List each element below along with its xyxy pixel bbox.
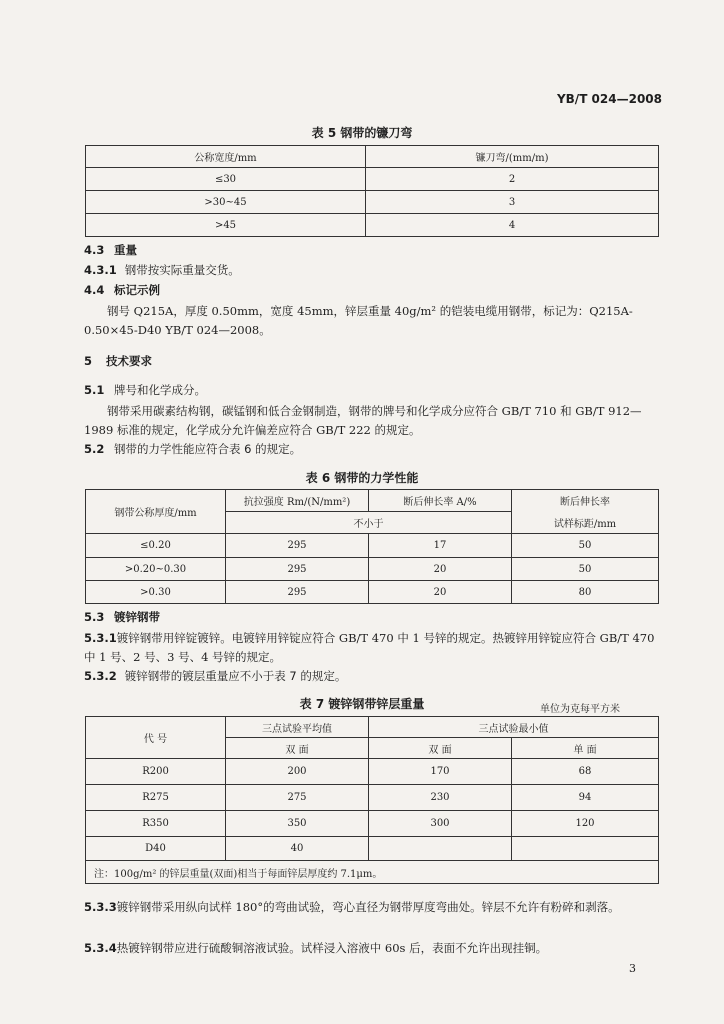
table7-header-code: 代 号	[86, 717, 226, 759]
table-cell	[512, 837, 659, 861]
table-row	[86, 837, 659, 861]
table-row	[86, 785, 659, 811]
table-cell: 94	[512, 785, 659, 811]
section-number: 4.4	[84, 283, 105, 297]
clause-5-3-4	[84, 939, 658, 958]
table6-caption: 表 6 钢带的力学性能	[305, 471, 419, 485]
table-cell	[369, 837, 512, 861]
clause-text: 镀锌钢带用锌锭镀锌。电镀锌用锌锭应符合 GB/T 470 中 1 号锌的规定。热镀锌用锌锭应符合 GB/T 470 中 1 号、2 号、3 号、4 号锌的规定。	[84, 631, 655, 664]
table6-header-row	[86, 490, 659, 512]
clause-text: 镀锌钢带的镀层重量应不小于表 7 的规定。	[124, 669, 347, 683]
table6-header-elongation: 断后伸长率 A/%	[369, 490, 512, 512]
table6-header-tensile: 抗拉强度 Rm/(N/mm²)	[226, 490, 369, 512]
table5	[85, 145, 659, 237]
section-number: 5	[84, 354, 93, 368]
table-cell: >0.30	[86, 581, 226, 604]
clause-text: 热镀锌钢带应进行硫酸铜溶液试验。试样浸入溶液中 60s 后，表面不允许出现挂铜。	[116, 941, 548, 955]
table6-header-elongation2: 断后伸长率	[512, 490, 659, 512]
heading-5	[84, 353, 152, 369]
clause-text: 钢带的力学性能应符合表 6 的规定。	[114, 442, 302, 456]
section-title: 重量	[114, 243, 137, 257]
section-number: 5.3.2	[84, 669, 117, 683]
paragraph-text: 钢号 Q215A，厚度 0.50mm，宽度 45mm，锌层重量 40g/m² 的铠装电缆用钢带，标记为：Q215A-0.50×45-D40 YB/T 024—2008。	[84, 304, 633, 337]
heading-5-3	[84, 609, 160, 625]
table5-header-camber: 镰刀弯/(mm/m)	[366, 146, 659, 168]
table6	[85, 489, 659, 604]
section-number: 4.3.1	[84, 263, 117, 277]
page-number: 3	[629, 962, 636, 975]
table-cell: D40	[86, 837, 226, 861]
section-number: 4.3	[84, 243, 105, 257]
table-row	[86, 759, 659, 785]
table7-header-min-single: 单 面	[512, 738, 659, 759]
table-cell: 275	[226, 785, 369, 811]
table-cell: ≤0.20	[86, 534, 226, 558]
table-cell: 2	[366, 168, 659, 191]
table-cell: 295	[226, 581, 369, 604]
table7-header-min-double: 双 面	[369, 738, 512, 759]
table7-header-row	[86, 717, 659, 738]
table-row	[86, 191, 659, 214]
heading-4-3	[84, 242, 137, 258]
table-cell: ≤30	[86, 168, 366, 191]
table-cell: 20	[369, 581, 512, 604]
table-cell: R200	[86, 759, 226, 785]
table7-unit: 单位为克每平方米	[540, 704, 620, 715]
table-cell: 50	[512, 534, 659, 558]
marking-example-paragraph	[84, 302, 658, 340]
section-number: 5.3.3	[84, 900, 117, 914]
clause-5-3-2	[84, 668, 346, 684]
table-cell: 80	[512, 581, 659, 604]
table-cell: 230	[369, 785, 512, 811]
paragraph-text: 钢带采用碳素结构钢，碳锰钢和低合金钢制造，钢带的牌号和化学成分应符合 GB/T 710 和 GB/T 912—1989 标准的规定，化学成分允许偏差应符合 GB/T 222 的规定。	[84, 404, 642, 437]
table-row	[86, 214, 659, 237]
heading-5-1	[84, 382, 206, 398]
table-cell: 295	[226, 558, 369, 581]
table7-note: 注：100g/m² 的锌层重量(双面)相当于每面锌层厚度约 7.1μm。	[86, 861, 659, 884]
table-cell: 350	[226, 811, 369, 837]
table-cell: R350	[86, 811, 226, 837]
table-cell: 3	[366, 191, 659, 214]
table5-caption: 表 5 钢带的镰刀弯	[311, 126, 413, 140]
table-cell: R275	[86, 785, 226, 811]
table-row	[86, 168, 659, 191]
chemical-composition-paragraph	[84, 402, 658, 440]
heading-4-4	[84, 282, 160, 298]
section-number: 5.3.4	[84, 941, 117, 955]
clause-5-3-1	[84, 629, 658, 667]
table6-header-not-less: 不小于	[226, 512, 512, 534]
clause-5-3-3	[84, 898, 658, 917]
table-row	[86, 811, 659, 837]
clause-5-2	[84, 441, 301, 457]
table7-header-avg-double: 双 面	[226, 738, 369, 759]
clause-text: 钢带按实际重量交货。	[124, 263, 240, 277]
table-cell: >45	[86, 214, 366, 237]
section-title: 镀锌钢带	[114, 610, 160, 624]
section-number: 5.1	[84, 383, 105, 397]
table7-header-min: 三点试验最小值	[369, 717, 659, 738]
table-cell: 295	[226, 534, 369, 558]
table5-header-width: 公称宽度/mm	[86, 146, 366, 168]
table-row	[86, 534, 659, 558]
table-cell: 40	[226, 837, 369, 861]
section-title: 牌号和化学成分。	[114, 383, 206, 397]
table7-caption: 表 7 镀锌钢带锌层重量	[299, 697, 425, 711]
table-row	[86, 558, 659, 581]
table-cell: 68	[512, 759, 659, 785]
table-row	[86, 581, 659, 604]
section-title: 标记示例	[114, 283, 160, 297]
clause-text: 镀锌钢带采用纵向试样 180°的弯曲试验，弯心直径为钢带厚度弯曲处。锌层不允许有粉碎和剥落。	[116, 900, 620, 914]
table-cell: >30~45	[86, 191, 366, 214]
table6-header-gauge: 试样标距/mm	[512, 512, 659, 534]
table-cell: 20	[369, 558, 512, 581]
table-cell: 120	[512, 811, 659, 837]
clause-4-3-1	[84, 262, 240, 278]
table-cell: >0.20~0.30	[86, 558, 226, 581]
table7	[85, 716, 659, 884]
section-number: 5.3	[84, 610, 105, 624]
table7-note-row	[86, 861, 659, 884]
table7-header-avg: 三点试验平均值	[226, 717, 369, 738]
table-cell: 300	[369, 811, 512, 837]
section-title: 技术要求	[106, 354, 152, 368]
table-cell: 200	[226, 759, 369, 785]
table5-header-row	[86, 146, 659, 168]
standard-code: YB/T 024—2008	[556, 92, 662, 106]
table6-header-thickness: 钢带公称厚度/mm	[86, 490, 226, 534]
section-number: 5.3.1	[84, 631, 117, 645]
section-number: 5.2	[84, 442, 105, 456]
table-cell: 50	[512, 558, 659, 581]
table-cell: 4	[366, 214, 659, 237]
table-cell: 170	[369, 759, 512, 785]
table-cell: 17	[369, 534, 512, 558]
